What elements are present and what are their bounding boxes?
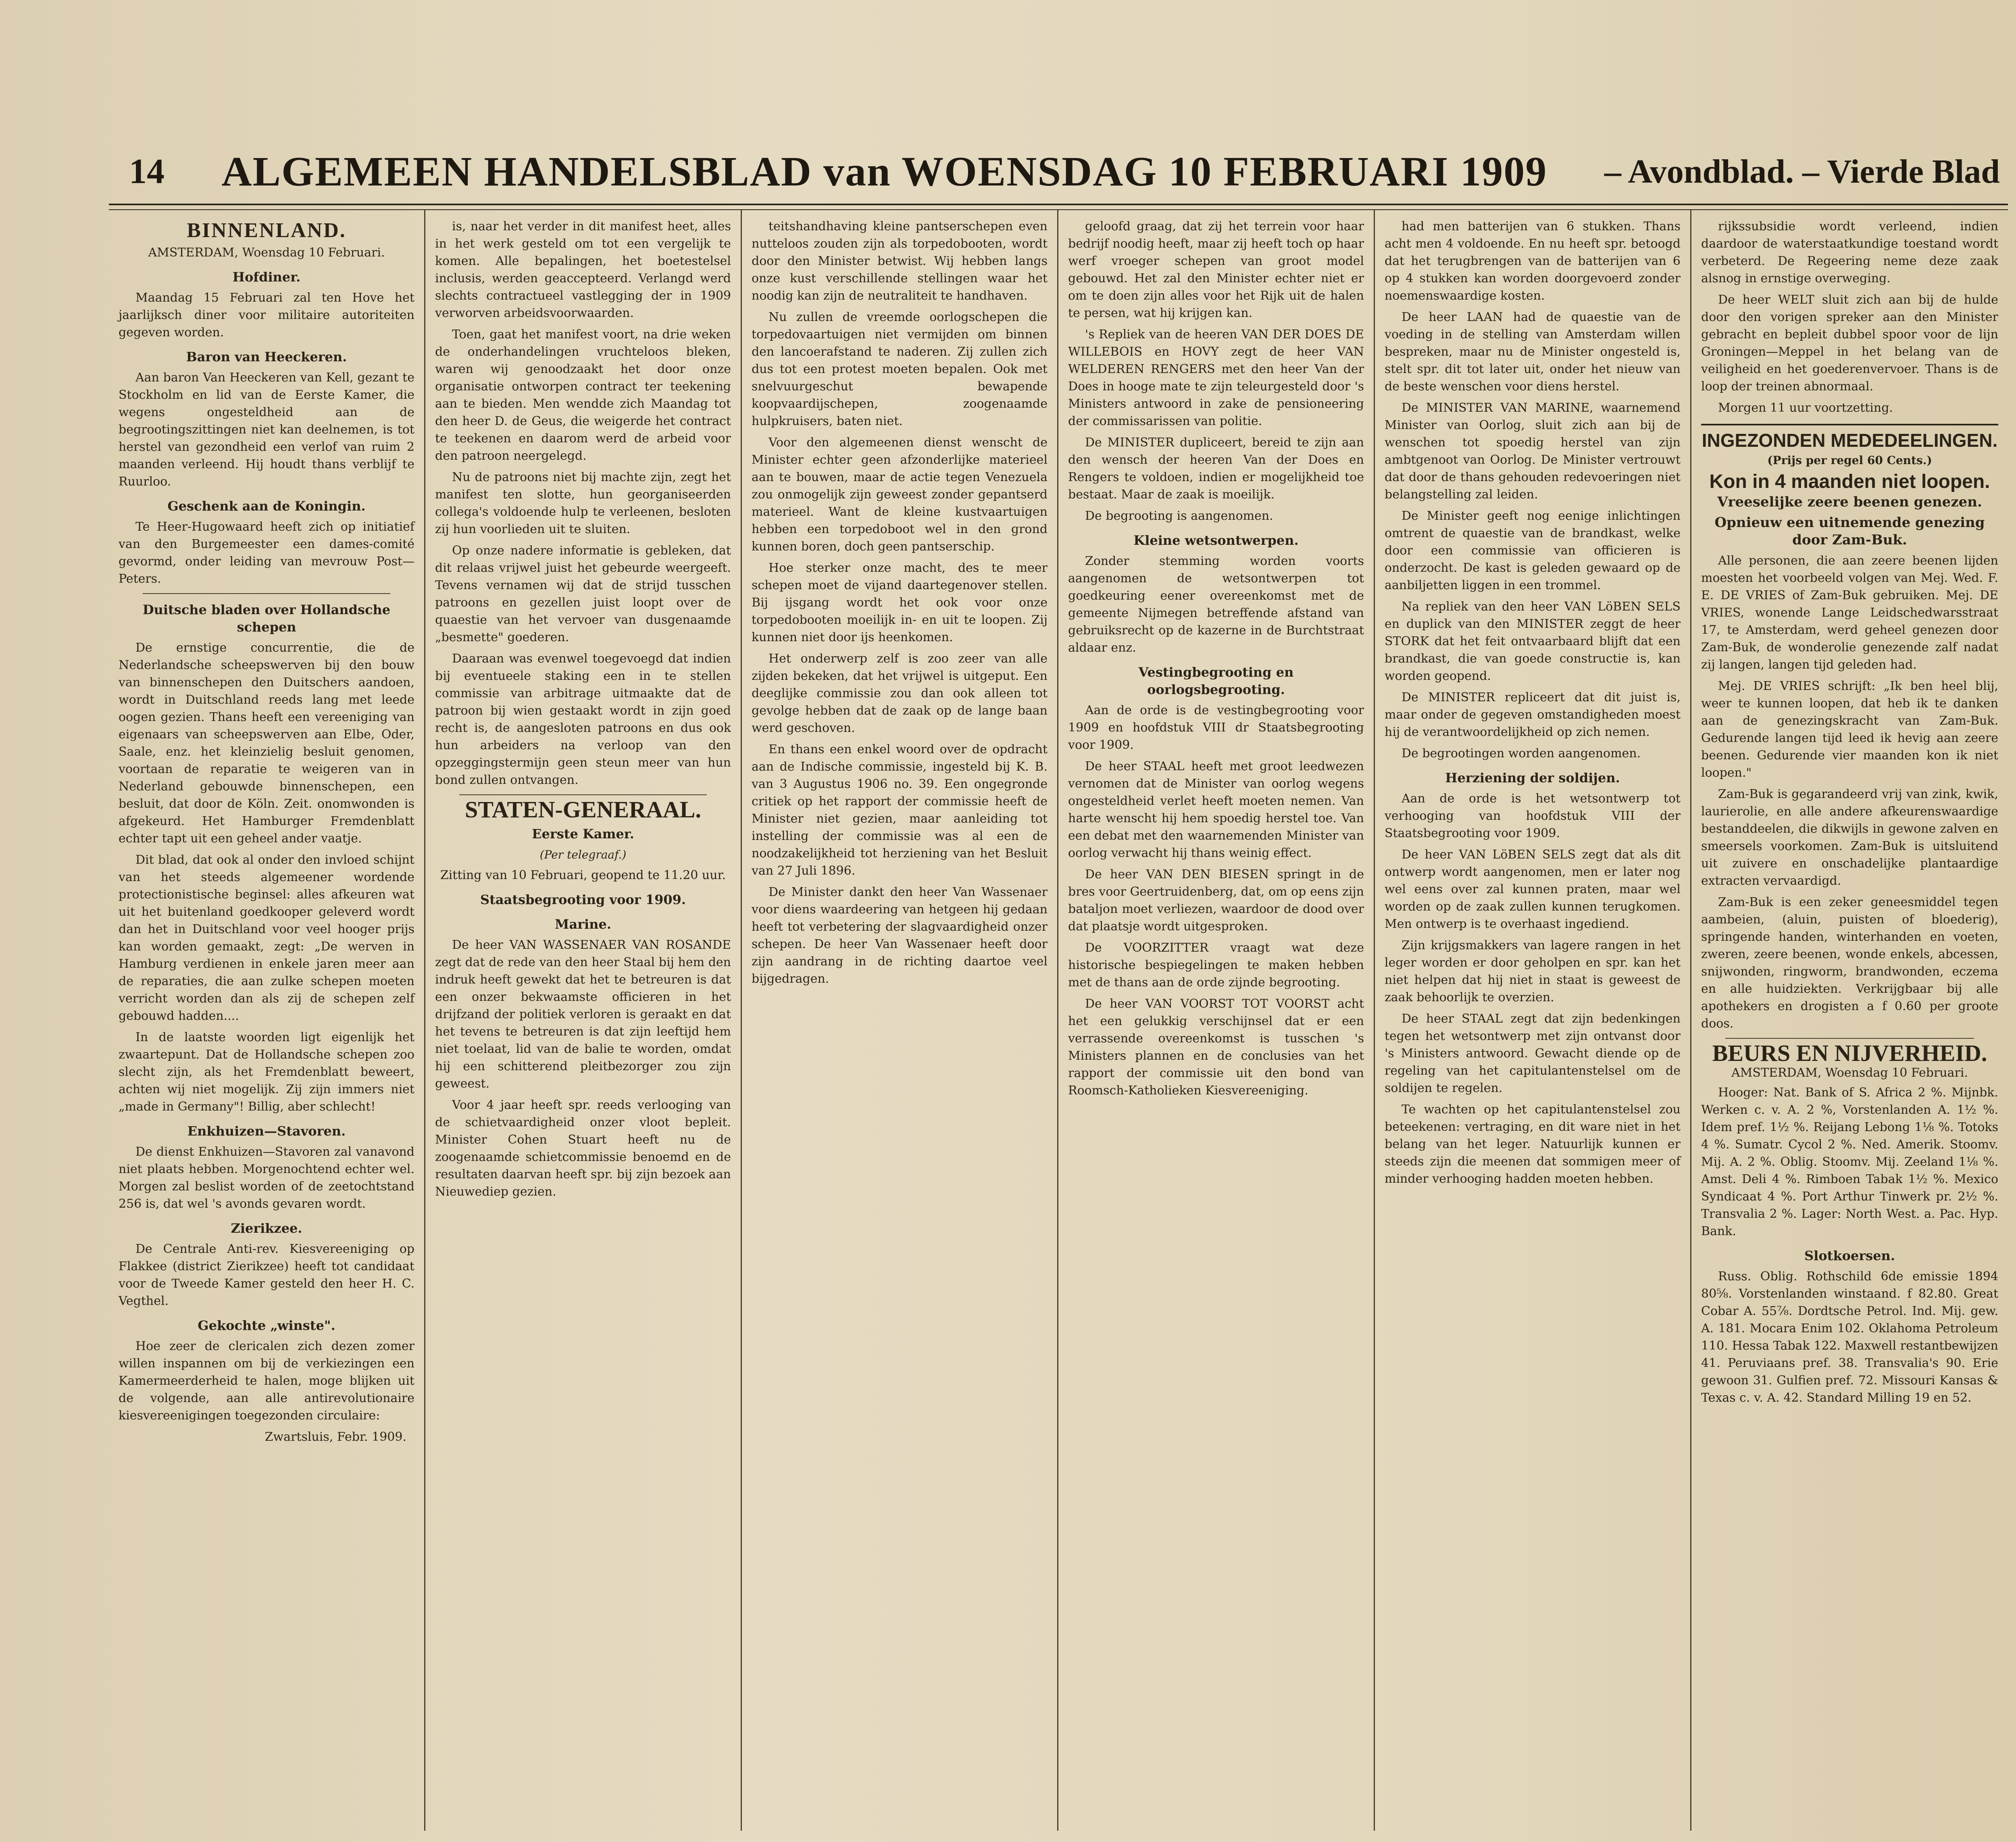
ad-price-line: (Prijs per regel 60 Cents.) — [1767, 454, 1932, 467]
telegraaf-note: (Per telegraaf.) — [539, 848, 627, 861]
paragraph: geloofd graag, dat zij het terrein voor haar bedrijf noodig heeft, maar zij heeft toch op haar werf vroeger schepen van groot model gebouwd. Het zal den Minister echter niet er om te doen zijn alles voor het Rijk uit de halen te persen, wat hij krijgen kan. — [1068, 219, 1364, 320]
paragraph: De heer VAN LöBEN SELS zegt dat als dit ontwerp wordt aangenomen, men er later nog wel eens over zal kunnen praten, maar wel worden op de zaak zullen kunnen terugkomen. Men ontwerp is te overhaast ingediend. — [1385, 848, 1681, 931]
paragraph: De MINISTER dupliceert, bereid te zijn aan den wensch der heeren Van der Does en Rengers te voldoen, indien er mogelijkheid toe bestaat. Maar de zaak is moeilijk. — [1068, 435, 1364, 502]
paragraph: Hooger: Nat. Bank of S. Africa 2 %. Mijnbk. Werken c. v. A. 2 %, Vorstenlanden A. 1½ %. Idem pref. 1½ %. Reijang Lebong 1⅛ %. Totoks 4 %. Sumatr. Cycol 2 %. Ned. Amerik. Stoomv. Mij. A. 2 %. Oblig. Stoomv. Mij. Zeeland 1⅛ %. Amst. Deli 4 %. Rimboen Tabak 1½ %. Mexico Syndicaat 4 %. Port Arthur Tinwerk pr. 2½ %. Transvalia 2 %. Lager: North West. a. Pac. Hyp. Bank. — [1701, 1086, 1998, 1238]
paragraph: En thans een enkel woord over de opdracht aan de Indische commissie, ingesteld bij K. B. van 3 Augustus 1906 no. 39. Een ongegronde critiek op het rapport der commissie heeft de Minister niet gezien, maar aanleiding tot instelling der commissie was al een de noodzakelijkheid tot herziening van het Besluit van 27 Juli 1896. — [752, 742, 1048, 878]
paragraph: De begrooting is aangenomen. — [1085, 509, 1273, 523]
paragraph: De heer LAAN had de quaestie van de voeding in de stelling van Amsterdam willen bespreken, maar nu de Minister ongesteld is, stelt spr. dit tot later uit, onder het nieuw van de beste wenschen voor diens herstel. — [1385, 310, 1681, 394]
paragraph: Morgen 11 uur voortzetting. — [1718, 401, 1893, 415]
paragraph: De MINISTER VAN MARINE, waarnemend Minister van Oorlog, sluit zich aan bij de wenschen tot spoedig herstel van zijn ambtgenoot van Oorlog. De Minister vertrouwt dat door de thans gehouden redevoeringen niet belangstelling zal leiden. — [1385, 401, 1681, 502]
headline-kleine-wetsontwerpen: Kleine wetsontwerpen. — [1133, 533, 1299, 548]
headline-winste: Gekochte „winste". — [198, 1318, 335, 1333]
paragraph: Nu de patroons niet bij machte zijn, zegt het manifest ten slotte, hun georganiseerden collega's voldoende hulp te verleenen, besloten zij hun voorlieden uit te sluiten. — [435, 470, 731, 536]
headline-eerste-kamer: Eerste Kamer. — [532, 826, 634, 842]
paragraph: Voor den algemeenen dienst wenscht de Minister echter geen afzonderlijke materieel aan te bouwen, maar de actie tegen Venezuela zou onmogelijk zijn geweest zonder gepantserd materieel. Want de kleine kustvaartuigen hebben een torpedoboot wel in den grond kunnen boren, doch geen pantserschip. — [752, 435, 1048, 554]
column-3 — [742, 210, 1058, 1831]
paragraph: Hoe sterker onze macht, des te meer schepen moet de vijand daartegenover stellen. Bij ijsgang wordt het ook voor onze torpedobooten moeilijk in- en uit te loopen. Zij kunnen niet door ijs heenkomen. — [752, 561, 1048, 644]
paragraph: Nu zullen de vreemde oorlogschepen die torpedovaartuigen niet vermijden om binnen den lancoerafstand te naderen. Zij zullen zich dus tot een protest moeten bepalen. Ook met snelvuurgeschut bewapende koopvaardijschepen, zoogenaamde hulpkruisers, baten niet. — [752, 310, 1048, 428]
paragraph: De Minister dankt den heer Van Wassenaer voor diens waardeering van hetgeen hij gedaan heeft tot verbetering der slagvaardigheid onzer schepen. De heer Van Wassenaer heeft door zijn aandrang in de richting daartoe veel bijgedragen. — [752, 885, 1048, 986]
paragraph: Het onderwerp zelf is zoo zeer van alle zijden bekeken, dat het vrijwel is uitgeput. Een deeglijke commissie zou dan ook alleen tot gevolge hebben dat de zaak op de lange baan werd geschoven. — [752, 652, 1048, 735]
section-staten-generaal: STATEN-GENERAAL. — [464, 796, 701, 823]
dateline: AMSTERDAM, Woensdag 10 Februari. — [148, 246, 385, 260]
paragraph: De heer VAN DEN BIESEN springt in de bres voor Geertruidenberg, dat, om op eens zijn bataljon moet verliezen, waardoor de dood over dat plaatsje wordt uitgesproken. — [1068, 867, 1364, 934]
article-columns — [109, 210, 2008, 1831]
zitting-line: Zitting van 10 Februari, geopend te 11.20 uur. — [440, 868, 726, 882]
paragraph: De ernstige concurrentie, die de Nederlandsche scheepswerven bij den bouw van binnenschepen den Duitschers aandoen, wordt in Duitschland reeds lang met leede oogen gezien. Thans heeft een vereeniging van eigenaars van scheepswerven aan Elbe, Oder, Saale, enz. het kleinzielig besluit genomen, voortaan de reparatie te weigeren van in Nederland gebouwde binnenschepen, een besluit, dat door de Köln. Zeit. onomwonden is afgekeurd. Het Hamburger Fremdenblatt echter tapt uit een geheel ander vaatje. — [119, 641, 414, 846]
paragraph: Aan de orde is de vestingbegrooting voor 1909 en hoofdstuk VIII dr Staatsbegrooting voor 1909. — [1068, 703, 1364, 752]
paragraph: Voor 4 jaar heeft spr. reeds verlooging van de schietvaardigheid onzer vloot bepleit. Minister Cohen Stuart heeft nu de zoogenaamde schietcommissie benoemd en de resultaten daarvan heeft spr. bij zijn bezoek aan Nieuwediep gezien. — [435, 1098, 731, 1199]
paragraph: De heer STAAL heeft met groot leedwezen vernomen dat de Minister van oorlog wegens ongesteldheid verlet heeft moeten nemen. Van harte wenscht hij hem spoedig herstel toe. Van een debat met den waarnemenden Minister van oorlog verwacht hij thans weinig effect. — [1068, 759, 1364, 860]
headline-geschenk: Geschenk aan de Koningin. — [167, 498, 366, 514]
paragraph: De heer WELT sluit zich aan bij de hulde door den vorigen spreker aan den Minister gebracht en bepleit dubbel spoor voor de lijn Groningen—Meppel in het belang van de veiligheid en het goederenvervoer. Thans is de loop der treinen abnormaal. — [1701, 293, 1998, 394]
paragraph: had men batterijen van 6 stukken. Thans acht men 4 voldoende. En nu heeft spr. betoogd dat het terugbrengen van de batterijen van 6 op 4 stukken kan worden doorgevoerd zonder noemenswaardige kosten. — [1385, 219, 1681, 303]
paragraph: De heer VAN VOORST TOT VOORST acht het een gelukkig verschijnsel dat er een verrassende overeenkomst is tusschen 's Ministers plannen en de conclusies van het rapport der commissie uit den bond van Roomsch-Katholieken Kiesvereeniging. — [1068, 997, 1364, 1098]
headline-herziening-soldijen: Herziening der soldijen. — [1445, 770, 1620, 786]
paragraph: Mej. DE VRIES schrijft: „Ik ben heel blij, weer te kunnen loopen, dat heb ik te danken aan de genezingskracht van Zam-Buk. Gedurende langen tijd leed ik hevig aan zeere beenen. Gedurende vier maanden kon ik niet loopen." — [1701, 679, 1998, 780]
paragraph: Daaraan was evenwel toegevoegd dat indien bij eventueele staking een in te stellen commissie van arbitrage uitmaakte dat de patroon bij wien gestaakt wordt in zijn goed recht is, de aangesloten patroons en dus ook hun arbeiders na verloop van den opzeggingstermijn geen steun meer van hun bond zullen ontvangen. — [435, 652, 731, 787]
paragraph: Zam-Buk is een zeker geneesmiddel tegen aambeien, (aluin, puisten of bloederig), springende handen, winterhanden en voeten, zweren, zeere beenen, wonde enkels, abcessen, snijwonden, ringworm, brandwonden, eczema en alle huidziekten. Verkrijgbaar bij alle apothekers en drogisten a f 0.60 per groote doos. — [1701, 895, 1998, 1031]
signature-line: Zwartsluis, Febr. 1909. — [264, 1430, 406, 1444]
paragraph: De Centrale Anti-rev. Kiesvereeniging op Flakkee (district Zierikzee) heeft tot candidaat voor de Tweede Kamer gesteld den heer H. C. Vegthel. — [119, 1242, 414, 1308]
column-1 — [109, 210, 425, 1831]
headline-zierikzee: Zierikzee. — [231, 1221, 302, 1236]
ad-headline: Kon in 4 maanden niet loopen. — [1709, 471, 1990, 492]
paragraph: is, naar het verder in dit manifest heet, alles in het werk gesteld om tot een vergelijk te komen. Alle bepalingen, het boetestelsel inclusis, werden geaccepteerd. Verlangd werd slechts contractueel vastlegging der in 1909 verworven arbeidsvoorwaarden. — [435, 219, 731, 320]
paragraph: De VOORZITTER vraagt wat deze historische bespiegelingen te maken hebben met de thans aan de orde zijnde begrooting. — [1068, 941, 1364, 990]
paragraph: De heer VAN WASSENAER VAN ROSANDE zegt dat de rede van den heer Staal bij hem den indruk heeft gewekt dat het te betreuren is dat een onzer bekwaamste officieren in het drijfzand der politiek verloren is geraakt en dat het tevens te betreuren is dat zijn leeftijd hem niet toelaat, lid van de balie te worden, omdat hij een schitterend pleitbezorger zou zijn geweest. — [435, 938, 731, 1091]
headline-staatsbegrooting: Staatsbegrooting voor 1909. — [480, 892, 686, 907]
paragraph: Toen, gaat het manifest voort, na drie weken de onderhandelingen vruchteloos bleken, waren wij genoodzaakt het door onze organisatie ontworpen contract ter teekening aan te bieden. Men wendde zich Maandag tot den heer D. de Geus, die weigerde het contract te teekenen en daarom werd de arbeid voor den patroon neergelegd. — [435, 327, 731, 463]
divider — [1725, 1038, 1974, 1039]
paragraph: 's Repliek van de heeren VAN DER DOES DE WILLEBOIS en HOVY zegt de heer VAN WELDEREN RENGERS met den heer Van der Does in hooge mate te zijn teleurgesteld door 's Ministers antwoord in zake de pensioneering der commissarissen van politie. — [1068, 327, 1364, 428]
page-number: 14 — [129, 152, 165, 191]
divider — [459, 794, 707, 795]
paragraph: Aan baron Van Heeckeren van Kell, gezant te Stockholm en lid van de Eerste Kamer, die wegens ongesteldheid aan de begrootingszittingen niet kan deelnemen, is tot herstel van gezondheid een verlof van ruim 2 maanden verleend. Hij houdt thans verblijf te Ruurloo. — [119, 371, 414, 489]
headline-slotkoersen: Slotkoersen. — [1804, 1248, 1895, 1263]
paragraph: Maandag 15 Februari zal ten Hove het jaarlijksch diner voor militaire autoriteiten gegeven worden. — [119, 291, 414, 340]
headline-enkhuizen: Enkhuizen—Stavoren. — [187, 1123, 346, 1139]
headline-marine: Marine. — [555, 917, 611, 932]
paragraph: Alle personen, die aan zeere beenen lijden moesten het voorbeeld volgen van Mej. Wed. F. E. DE VRIES of Zam-Buk gebruiken. Mej. DE VRIES, wonende Lange Leidschedwarsstraat 17, te Amsterdam, werd geheel genezen door Zam-Buk, de wonderolie genezende zalf nadat zij langen, langen tijd geleden had. — [1701, 554, 1998, 672]
masthead-title: ALGEMEEN HANDELSBLAD van WOENSDAG 10 FEBRUARI 1909 — [221, 148, 1547, 195]
divider — [143, 593, 390, 594]
column-6 — [1691, 210, 2008, 1831]
paragraph: De MINISTER repliceert dat dit juist is, maar onder de gegeven omstandigheden moest hij de verantwoordelijkheid op zich nemen. — [1385, 690, 1681, 739]
paragraph: Na repliek van den heer VAN LöBEN SELS en duplick van den MINISTER zeggt de heer STORK dat het feit ontvaarbaard blijft dat een brandkast, die van goede constructie is, kan worden geopend. — [1385, 600, 1681, 683]
paragraph: De heer STAAL zegt dat zijn bedenkingen tegen het wetsontwerp met zijn ontvanst door 's Ministers antwoord. Gewacht diende op de regeling van het capitulantenstelsel om de soldijen te regelen. — [1385, 1012, 1681, 1095]
paragraph: Dit blad, dat ook al onder den invloed schijnt van het steeds algemeener wordende protectionistische beginsel: alles afkeuren wat uit het buitenland goedkooper geleverd wordt dan het in Duitschland voor veel hooger prijs kan worden gemaakt, zegt: „De werven in Hamburg verdienen in enkele jaren meer aan de reparaties, die aan zulke schepen moeten verricht worden dan als zij de schepen zelf gebouwd hadden.... — [119, 853, 414, 1023]
column-2 — [425, 210, 742, 1831]
paragraph: Zijn krijgsmakkers van lagere rangen in het leger worden er door geholpen en spr. kan het niet helpen dat hij niet in staat is geweest de zaak behoorlijk te overzien. — [1385, 938, 1681, 1004]
headline-hofdiner: Hofdiner. — [232, 269, 301, 285]
ad-subheadline: Vreeselijke zeere beenen genezen. — [1717, 494, 1982, 510]
masthead-rule — [109, 204, 2008, 210]
paragraph: In de laatste woorden ligt eigenlijk het zwaartepunt. Dat de Hollandsche schepen zoo slecht zijn, als het Fremdenblatt beweert, achten wij niet mogelijk. Zij zijn immers niet „made in Germany"! Billig, aber schlecht! — [119, 1030, 414, 1114]
headline-heeckeren: Baron van Heeckeren. — [186, 349, 347, 365]
column-5 — [1375, 210, 1691, 1831]
paragraph: Hoe zeer de clericalen zich dezen zomer willen inspannen om bij de verkiezingen een Kamermeerderheid te halen, moge blijken uit de volgende, aan alle antirevolutionaire kiesvereenigingen toegezonden circulaire: — [119, 1339, 414, 1423]
section-beurs-nijverheid: BEURS EN NIJVERHEID. — [1712, 1040, 1987, 1066]
paragraph: teitshandhaving kleine pantserschepen even nutteloos zouden zijn als torpedobooten, wordt door den Minister betwist. Wij hebben langs onze kust verschillende stellingen waar het noodig kan zijn de neutraliteit te handhaven. — [752, 219, 1048, 303]
masthead-edition: – Avondblad. – Vierde Blad — [1604, 152, 2000, 190]
paragraph: rijkssubsidie wordt verleend, indien daardoor de waterstaatkundige toestand wordt verbeterd. De Regeering neme deze zaak alsnog in ernstige overweging. — [1701, 219, 1998, 285]
paragraph: De dienst Enkhuizen—Stavoren zal vanavond niet plaats hebben. Morgenochtend echter wel. Morgen zal beslist worden of de zeetochtstand 256 is, dat wel 's avonds gevaren wordt. — [119, 1145, 414, 1211]
headline-vestingbegrooting: Vestingbegrooting en oorlogsbegrooting. — [1138, 665, 1294, 697]
section-binnenland: BINNENLAND. — [187, 219, 346, 242]
dateline-beurs: AMSTERDAM, Woensdag 10 Februari. — [1731, 1066, 1968, 1080]
paragraph: De begrootingen worden aangenomen. — [1402, 746, 1641, 761]
paragraph: Russ. Oblig. Rothschild 6de emissie 1894 80⅝. Vorstenlanden winstaand. f 82.80. Great Cobar A. 55⅞. Dordtsche Petrol. Ind. Mij. gew. A. 181. Mocara Enim 102. Oklahoma Petroleum 110. Hessa Tabak 122. Maxwell restantbewijzen 41. Peruviaans pref. 38. Transvalia's 90. Erie gewoon 31. Gulfien pref. 72. Missouri Kansas & Texas c. v. A. 42. Standard Milling 19 en 52. — [1701, 1269, 1998, 1405]
masthead — [129, 145, 2000, 198]
ad-subheadline-2: Opnieuw een uitnemende genezing door Zam-Buk. — [1714, 515, 1985, 548]
column-4 — [1058, 210, 1375, 1831]
paragraph: Zam-Buk is gegarandeerd vrij van zink, kwik, laurierolie, en alle andere afkeurenswaardige bestanddeelen, die dikwijls in gewone zalven en smeersels voorkomen. Zam-Buk is uitsluitend uit zuivere en onschadelijke plantaardige extracten vervaardigd. — [1701, 787, 1998, 888]
ingezonden-mededeelingen-header: INGEZONDEN MEDEDEELINGEN. — [1701, 424, 1998, 449]
paragraph: Aan de orde is het wetsontwerp tot verhooging van hoofdstuk VIII der Staatsbegrooting voor 1909. — [1385, 792, 1681, 840]
paragraph: Te Heer-Hugowaard heeft zich op initiatief van den Burgemeester een dames-comité gevormd, onder leiding van mevrouw Post—Peters. — [119, 520, 414, 586]
paragraph: De Minister geeft nog eenige inlichtingen omtrent de quaestie van de brandkast, welke door een commissie van officieren is onderzocht. De kast is geleden gewaard op de aanbiljetten liggen in een trommel. — [1385, 509, 1681, 592]
paragraph: Te wachten op het capitulantenstelsel zou beteekenen: vertraging, en dit ware niet in het belang van het leger. Natuurlijk kunnen er steeds zijn die meenen dat sommigen meer of minder verhooging hadden moeten hebben. — [1385, 1102, 1681, 1186]
paragraph: Op onze nadere informatie is gebleken, dat dit relaas vrijwel juist het gebeurde weergeeft. Tevens vernamen wij dat de strijd tusschen patroons en gezellen juist loopt over de quaestie van het vervoer van dusgenaamde „besmette" goederen. — [435, 544, 731, 644]
headline-duitsche-bladen: Duitsche bladen over Hollandsche schepen — [142, 602, 391, 635]
paragraph: Zonder stemming worden voorts aangenomen de wetsontwerpen tot goedkeuring eener overeenkomst met de gemeente Nijmegen betreffende afstand van gebruiksrecht op de kazerne in de Burchtstraat aldaar enz. — [1068, 554, 1364, 655]
